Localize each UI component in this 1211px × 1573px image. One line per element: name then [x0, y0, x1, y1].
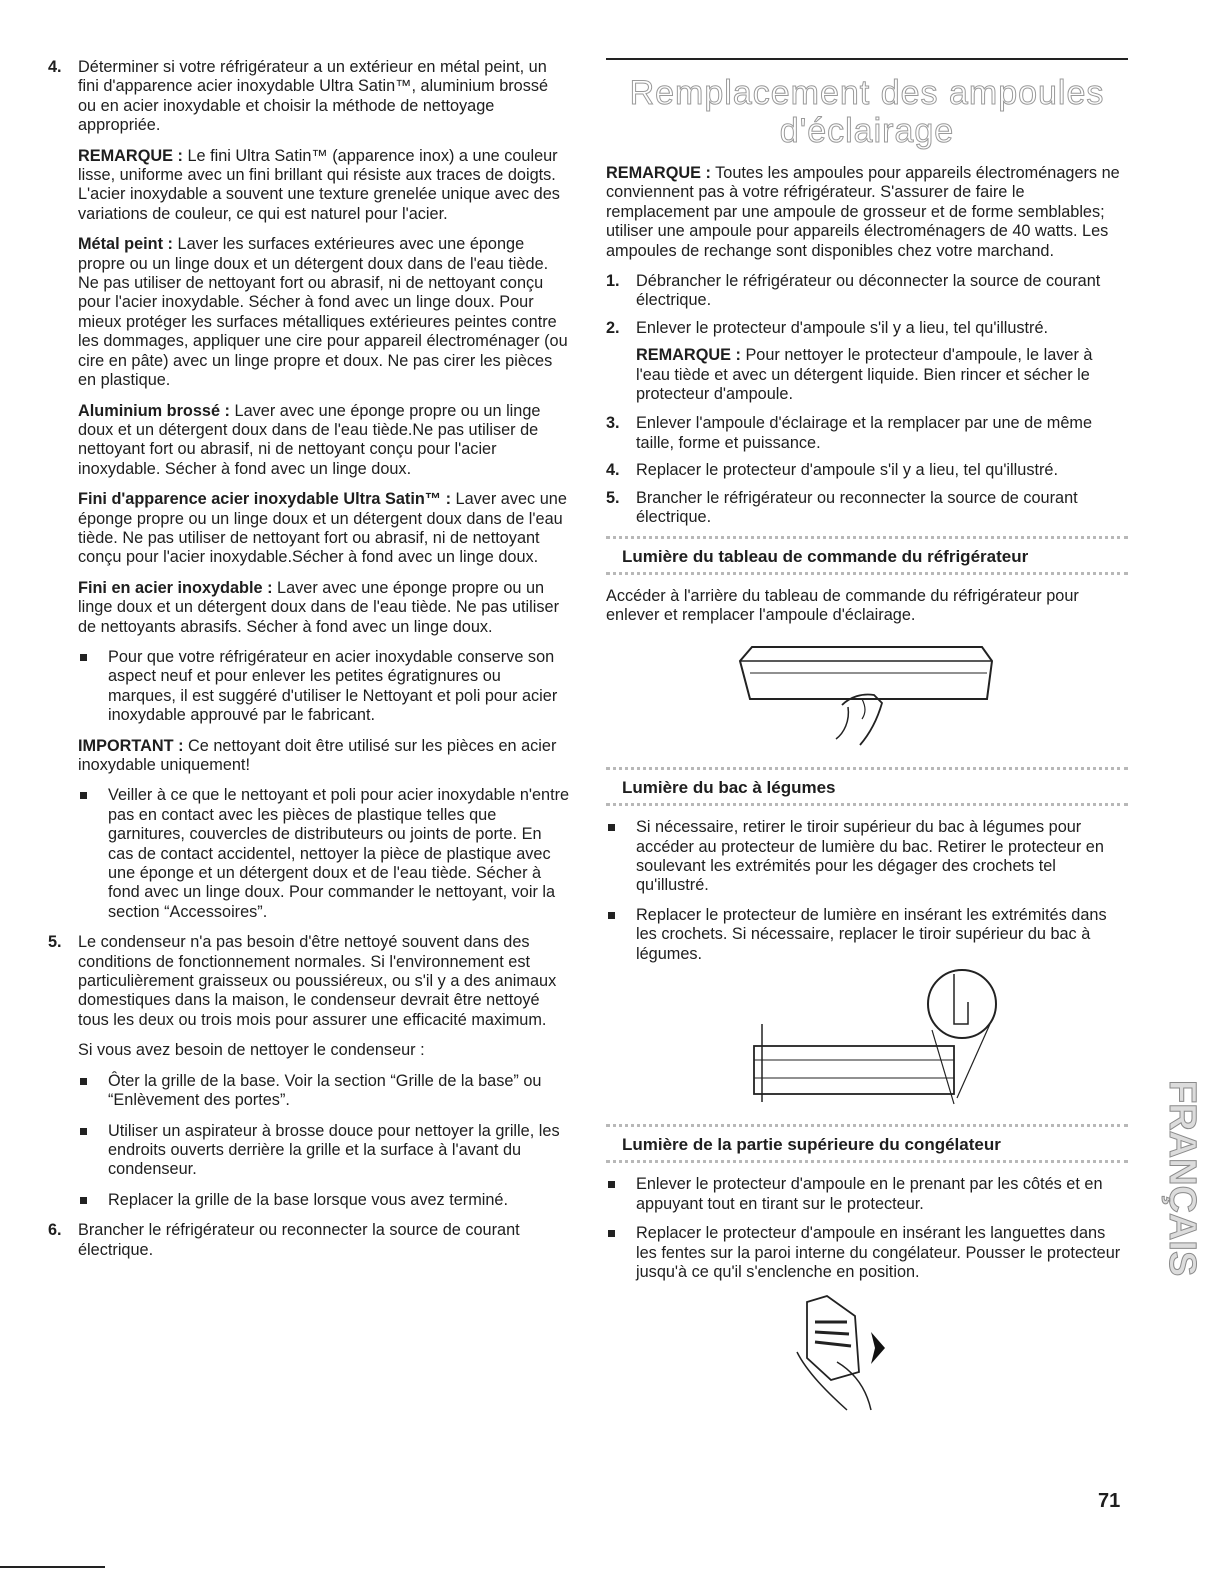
bullet-plastic-contact: Veiller à ce que le nettoyant et poli pour acier inoxydable n'entre pas en contact avec les pièces de plastique telles que garnitures, couvercles de distributeurs ou joints de porte. En cas de contact accidentel, nettoyer la pièce de plastique avec une éponge et un détergent doux et de l'eau tiède. Sécher à fond avec un linge doux. Pour commander le nettoyant, voir la section “Accessoires”.	[78, 786, 570, 922]
note-label: REMARQUE :	[606, 164, 711, 182]
paragraph-text: Laver les surfaces extérieures avec une éponge propre ou un linge doux et un détergent doux dans de l'eau tiède. Ne pas utiliser de nettoyant fort ou abrasif, ni de nettoyant conçu pour l'acier inoxydable. Sécher à fond avec un linge doux. Pour mieux protéger les surfaces métalliques extérieures peintes contre les dommages, appliquer une cire pour appareil électroménager (ou cire en pâte) avec un linge propre et doux. Ne pas cirer les pièces en plastique.	[78, 235, 568, 390]
note-satin	[78, 147, 570, 225]
paragraph-label: Fini d'apparence acier inoxydable Ultra Satin™ :	[78, 490, 452, 509]
control-panel-illustration	[606, 637, 1128, 757]
list-text: Le condenseur n'a pas besoin d'être nettoyé souvent dans des conditions de fonctionnement normales. Si l'environnement est particulièrement graisseux ou poussiéreux, ou s'il y a des animaux domestiques dans la maison, le condenseur devrait être nettoyé tous les deux ou trois mois pour assurer une efficacité maximum.	[78, 933, 557, 1029]
paragraph-text: Laver avec une éponge propre ou un linge doux et un détergent doux dans de l'eau tiède.Ne pas utiliser de nettoyant fort ou abrasif, ni de nettoyant conçu pour l'acier inoxydable. Sécher à fond avec un linge doux.	[78, 401, 541, 478]
step-number: 3.	[606, 414, 620, 433]
list-number: 6.	[48, 1221, 62, 1240]
list-item-4	[48, 58, 570, 136]
page-number: 71	[1098, 1490, 1121, 1512]
important-note	[78, 737, 570, 776]
section-rule	[606, 58, 1128, 60]
condenser-bullet-1: Ôter la grille de la base. Voir la section “Grille de la base” ou “Enlèvement des portes”.	[78, 1072, 570, 1111]
cleaning-note	[636, 346, 1128, 404]
footer-rule	[0, 1566, 105, 1568]
list-item-5	[48, 933, 570, 1030]
section-title	[606, 74, 1128, 150]
bullet-polish: Pour que votre réfrigérateur en acier inoxydable conserve son aspect neuf et pour enlever les petites égratignures ou marques, il est suggéré d'utiliser le Nettoyant et poli pour acier inoxydable approuvé par le fabricant.	[78, 648, 570, 726]
language-tab-text: FRANÇAIS	[1161, 1080, 1203, 1277]
subheading-freezer-light: Lumière de la partie supérieure du congélateur	[606, 1124, 1128, 1163]
left-column	[48, 58, 570, 1271]
freezer-illustration	[606, 1292, 1128, 1412]
brushed-aluminum-paragraph	[78, 402, 570, 480]
step-text: Débrancher le réfrigérateur ou déconnecter la source de courant électrique.	[636, 272, 1101, 310]
ultra-satin-paragraph	[78, 490, 570, 568]
paragraph-label: Métal peint :	[78, 235, 173, 254]
subheading-crisper-light: Lumière du bac à légumes	[606, 767, 1128, 806]
condenser-bullet-3: Replacer la grille de la base lorsque vous avez terminé.	[78, 1191, 570, 1210]
language-tab-graphic	[1148, 1080, 1203, 1350]
note-text: Pour nettoyer le protecteur d'ampoule, le laver à l'eau tiède et avec un détergent liquide. Bien rincer et sécher le protecteur d'ampoule.	[636, 346, 1093, 404]
step-2	[606, 319, 1128, 338]
list-number: 5.	[48, 933, 62, 952]
step-number: 1.	[606, 272, 620, 291]
freezer-bullet-1: Enlever le protecteur d'ampoule en le prenant par les côtés et en appuyant tout en tirant sur le protecteur.	[606, 1175, 1128, 1214]
important-label: IMPORTANT :	[78, 736, 184, 755]
step-number: 2.	[606, 318, 620, 337]
condenser-bullet-2: Utiliser un aspirateur à brosse douce pour nettoyer la grille, les endroits ouverts derrière la grille et la surface à l'avant du condenseur.	[78, 1122, 570, 1180]
step-5	[606, 489, 1128, 528]
important-text: Ce nettoyant doit être utilisé sur les pièces en acier inoxydable uniquement!	[78, 736, 557, 774]
step-4	[606, 461, 1128, 480]
step-text: Enlever l'ampoule d'éclairage et la remplacer par une de même taille, forme et puissance.	[636, 414, 1093, 452]
step-number: 5.	[606, 488, 620, 507]
note-label: REMARQUE :	[78, 146, 183, 165]
list-text: Brancher le réfrigérateur ou reconnecter la source de courant électrique.	[78, 1221, 520, 1259]
paragraph-label: Aluminium brossé :	[78, 401, 230, 420]
bulb-note	[606, 164, 1128, 261]
section-title-line-1: Remplacement des ampoules	[629, 74, 1105, 112]
note-text: Le fini Ultra Satin™ (apparence inox) a une couleur lisse, uniforme avec un fini brillant qui résiste aux traces de doigts. L'acier inoxydable a souvent une texture grenelée unique avec des variations de couleur, ce qui est naturel pour l'acier.	[78, 146, 560, 223]
list-number: 4.	[48, 58, 62, 76]
paragraph-text: Laver avec une éponge propre ou un linge doux et un détergent doux dans de l'eau tiède. Ne pas utiliser de nettoyants abrasifs. Sécher à fond avec un linge doux.	[78, 578, 560, 636]
crisper-bullet-1: Si nécessaire, retirer le tiroir supérieur du bac à légumes pour accéder au protecteur de lumière du bac. Retirer le protecteur en soulevant les extrémités pour les dégager des crochets tel qu'illustré.	[606, 818, 1128, 896]
painted-metal-paragraph	[78, 235, 570, 390]
control-panel-text: Accéder à l'arrière du tableau de commande du réfrigérateur pour enlever et remplacer l'ampoule d'éclairage.	[606, 586, 1079, 625]
step-text: Replacer le protecteur d'ampoule s'il y a lieu, tel qu'illustré.	[636, 461, 1058, 480]
freezer-shield-drawing	[767, 1292, 967, 1412]
step-text: Enlever le protecteur d'ampoule s'il y a lieu, tel qu'illustré.	[636, 318, 1049, 337]
crisper-illustration	[606, 974, 1128, 1114]
crisper-shield-drawing	[732, 974, 1002, 1114]
crisper-bullet-2: Replacer le protecteur de lumière en insérant les extrémités dans les crochets. Si nécessaire, replacer le tiroir supérieur du bac à légumes.	[606, 906, 1128, 964]
subheading-control-panel-light: Lumière du tableau de commande du réfrigérateur	[606, 536, 1128, 575]
note-text: Toutes les ampoules pour appareils électroménagers ne conviennent pas à votre réfrigérateur. S'assurer de faire le remplacement par une ampoule de grosseur et de forme semblables; utiliser une ampoule pour appareils électroménagers de 40 watts. Les ampoules de rechange sont disponibles chez votre marchand.	[606, 164, 1120, 260]
freezer-bullet-2: Replacer le protecteur d'ampoule en insérant les languettes dans les fentes sur la paroi interne du congélateur. Pousser le protecteur jusqu'à ce qu'il s'enclenche en position.	[606, 1224, 1128, 1282]
step-3	[606, 414, 1128, 453]
step-1	[606, 272, 1128, 311]
paragraph-label: Fini en acier inoxydable :	[78, 578, 273, 597]
paragraph-text: Laver avec une éponge propre ou un linge doux et un détergent doux dans de l'eau tiède. Ne pas utiliser de nettoyant fort ou abrasif, ni de nettoyant conçu pour l'acier inoxydable.Sécher à fond avec un linge doux.	[78, 490, 567, 567]
list-item-6	[48, 1221, 570, 1260]
step-number: 4.	[606, 461, 620, 480]
condenser-intro: Si vous avez besoin de nettoyer le condenseur :	[78, 1041, 425, 1060]
note-label: REMARQUE :	[636, 346, 741, 365]
language-tab	[1148, 1080, 1203, 1350]
stainless-paragraph	[78, 579, 570, 637]
step-text: Brancher le réfrigérateur ou reconnecter la source de courant électrique.	[636, 488, 1078, 527]
list-text: Déterminer si votre réfrigérateur a un extérieur en métal peint, un fini d'apparence acier inoxydable Ultra Satin™, aluminium brossé ou en acier inoxydable et choisir la méthode de nettoyage appropriée.	[78, 58, 549, 135]
light-shield-drawing	[732, 637, 1002, 757]
right-column	[606, 58, 1128, 1422]
section-title-line-2: d'éclairage	[779, 112, 955, 150]
